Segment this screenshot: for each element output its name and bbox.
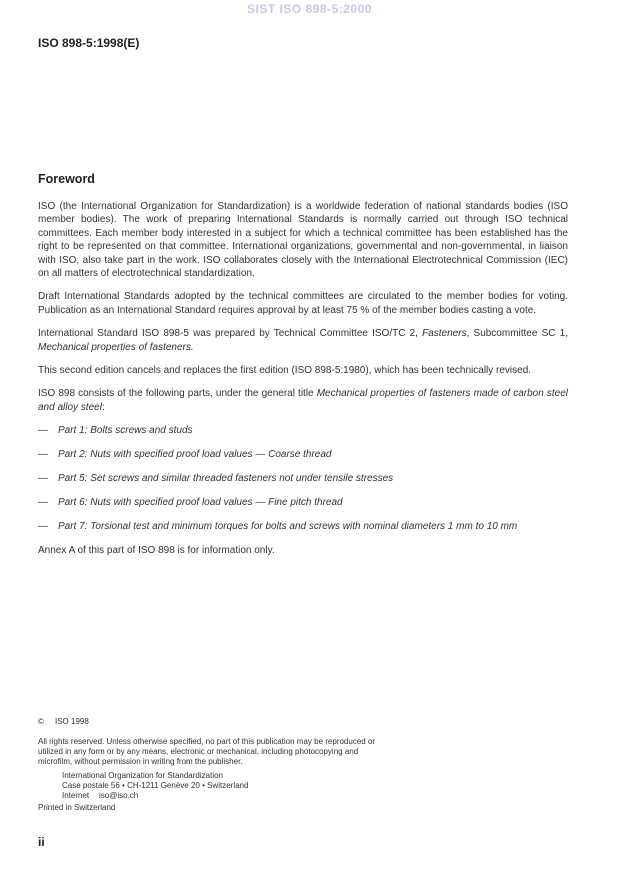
page-number: ii <box>38 835 45 849</box>
list-item-part-5 <box>38 472 568 485</box>
document-reference: ISO 898-5:1998(E) <box>38 36 140 50</box>
copyright-year: ISO 1998 <box>55 717 89 726</box>
list-dash: — <box>38 520 48 532</box>
foreword-paragraph-4: This second edition cancels and replaces the first edition (ISO 898-5:1980), which has been technically revised. <box>38 365 532 377</box>
paragraph-3-text: , Subcommittee SC 1, <box>466 328 568 340</box>
watermark-text: SIST ISO 898-5:2000 <box>247 2 372 16</box>
rights-statement: All rights reserved. Unless otherwise specified, no part of this publication may be reproduced or utilized in any form or by any means, electronic or mechanical, including photocopying and microfilm, without permission in writing from the publisher. <box>38 737 376 766</box>
paragraph-5-text: : <box>101 401 105 413</box>
copyright-notice <box>38 717 386 727</box>
list-item-part-6 <box>38 496 568 509</box>
foreword-section <box>38 172 568 557</box>
foreword-heading: Foreword <box>38 172 95 186</box>
paragraph-5-text: ISO 898 consists of the following parts, under the general title <box>38 388 317 400</box>
list-dash: — <box>38 473 48 485</box>
annex-note: Annex A of this part of ISO 898 is for information only. <box>38 544 275 556</box>
list-item-label: Part 6: Nuts with specified proof load values — Fine pitch thread <box>58 497 343 508</box>
printed-in-note: Printed in Switzerland <box>38 803 116 812</box>
paragraph-3-italic-fasteners: Fasteners <box>422 328 467 340</box>
parts-list <box>38 424 568 533</box>
paragraph-5-italic-title: Mechanical properties of fasteners made of carbon steel and alloy steel <box>38 388 569 413</box>
copyright-block <box>38 717 386 813</box>
list-item-part-7 <box>38 520 568 533</box>
paragraph-3-italic-title: Mechanical properties of fasteners. <box>38 341 194 353</box>
publisher-email: iso@iso.ch <box>99 791 139 800</box>
copyright-symbol: © <box>38 717 44 726</box>
internet-label: Internet <box>62 791 90 800</box>
list-dash: — <box>38 449 48 461</box>
publisher-org: International Organization for Standardization <box>62 771 223 780</box>
list-item-label: Part 1: Bolts screws and studs <box>58 425 193 437</box>
foreword-paragraph-2: Draft International Standards adopted by the technical committees are circulated to the member bodies for voting. Publication as an International Standard requires approval by at least 75 % of the member bodies casting a vote. <box>38 291 568 316</box>
list-item-label: Part 5: Set screws and similar threaded fasteners not under tensile stresses <box>58 473 394 485</box>
publisher-postal-address: Case postale 56 • CH-1211 Genève 20 • Switzerland <box>62 781 249 790</box>
list-dash: — <box>38 497 48 508</box>
publisher-address <box>38 771 386 801</box>
list-item-label: Part 7: Torsional test and minimum torques for bolts and screws with nominal diameters 1 mm to 10 mm <box>58 520 518 532</box>
list-item-part-2 <box>38 448 568 461</box>
foreword-paragraph-1: ISO (the International Organization for Standardization) is a worldwide federation of national standards bodies (ISO member bodies). The work of preparing International Standards is normally carried out through ISO technical committees. Each member body interested in a subject for which a technical committee has been established has the right to be represented on that committee. International organizations, governmental and non-governmental, in liaison with ISO, also take part in the work. ISO collaborates closely with the International Electrotechnical Commission (IEC) on all matters of electrotechnical standardization. <box>38 201 568 280</box>
paragraph-3-text: International Standard ISO 898-5 was prepared by Technical Committee ISO/TC 2, <box>38 328 423 340</box>
foreword-paragraph-3 <box>38 327 568 354</box>
list-item-label: Part 2: Nuts with specified proof load values — Coarse thread <box>58 449 332 461</box>
list-item-part-1 <box>38 424 568 437</box>
list-dash: — <box>38 425 48 437</box>
publisher-internet-line <box>62 791 386 801</box>
foreword-paragraph-5 <box>38 387 568 414</box>
